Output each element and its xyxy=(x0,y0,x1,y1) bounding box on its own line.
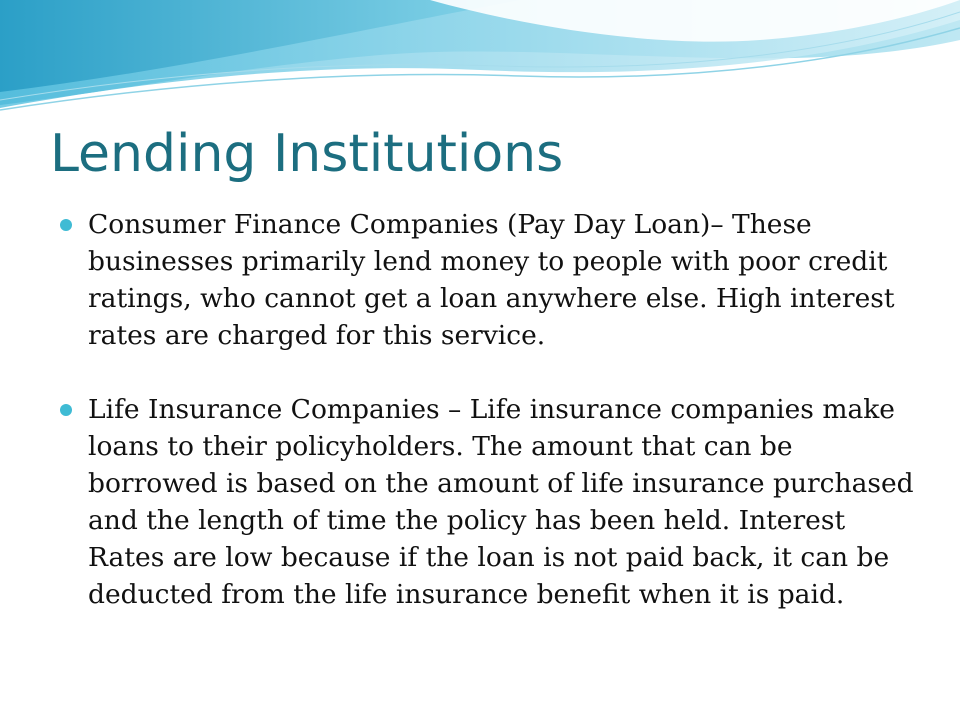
header-wave-decoration xyxy=(0,0,960,130)
bullet-life-insurance xyxy=(60,391,920,613)
bullet-text: Consumer Finance Companies (Pay Day Loan)– These businesses primarily lend money to people with poor credit ratings, who cannot get a loan anywhere else. High interest rates are charged for this service. xyxy=(88,209,895,351)
bullet-dot-icon xyxy=(60,219,72,231)
bullet-text: Life Insurance Companies – Life insurance companies make loans to their policyholders. The amount that can be borrowed is based on the amount of life insurance purchased and the length of time the policy has been held. Interest Rates are low because if the loan is not paid back, it can be deducted from the life insurance benefit when it is paid. xyxy=(88,394,914,610)
slide-title: Lending Institutions xyxy=(50,124,564,184)
bullet-consumer-finance xyxy=(60,206,920,354)
bullet-list xyxy=(60,206,920,613)
bullet-dot-icon xyxy=(60,404,72,416)
